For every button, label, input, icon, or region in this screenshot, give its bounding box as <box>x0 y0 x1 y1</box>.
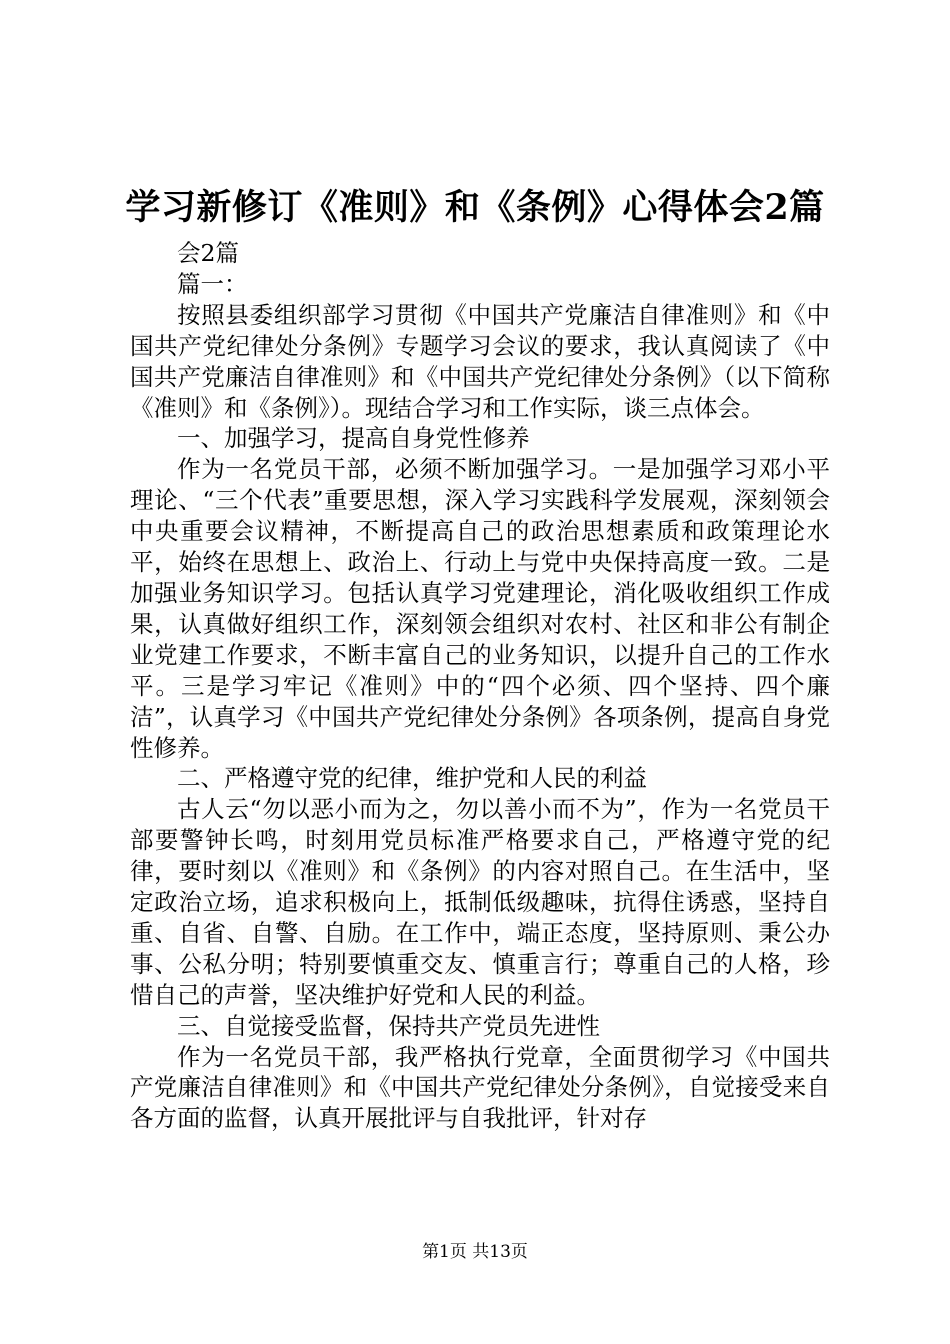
paragraph: 篇一： <box>177 269 248 298</box>
section-heading: 三、自觉接受监督，保持共产党员先进性 <box>177 1011 600 1040</box>
paragraph: 古人云“勿以恶小而为之，勿以善小而不为”，作为一名党员干部要警钟长鸣，时刻用党员标准严格要求自己，严格遵守党的纪律，要时刻以《准则》和《条例》的内容对照自己。在生活中，坚定政治立场，追求积极向上，抵制低级趣味，抗得住诱惑，坚持自重、自省、自警、自励。在工作中，端正态度，坚持原则、秉公办事、公私分明；特别要慎重交友、慎重言行；尊重自己的人格，珍惜自己的声誉，坚决维护好党和人民的利益。 <box>130 795 830 1009</box>
paragraph: 作为一名党员干部，我严格执行党章，全面贯彻学习《中国共产党廉洁自律准则》和《中国共产党纪律处分条例》，自觉接受来自各方面的监督，认真开展批评与自我批评，针对存 <box>130 1042 830 1133</box>
document-title: 学习新修订《准则》和《条例》心得体会2篇 <box>125 187 825 228</box>
paragraph: 会2篇 <box>177 239 239 267</box>
section-heading: 二、严格遵守党的纪律，维护党和人民的利益 <box>177 764 647 793</box>
paragraph: 作为一名党员干部，必须不断加强学习。一是加强学习邓小平理论、“三个代表”重要思想，深入学习实践科学发展观，深刻领会中央重要会议精神，不断提高自己的政治思想素质和政策理论水平，始终在思想上、政治上、行动上与党中央保持高度一致。二是加强业务知识学习。包括认真学习党建理论，消化吸收组织工作成果，认真做好组织工作，深刻领会组织对农村、社区和非公有制企业党建工作要求，不断丰富自己的业务知识，以提升自己的工作水平。三是学习牢记《准则》中的“四个必须、四个坚持、四个廉洁”，认真学习《中国共产党纪律处分条例》各项条例，提高自身党性修养。 <box>130 455 830 762</box>
document-body <box>130 238 830 1134</box>
section-heading: 一、加强学习，提高自身党性修养 <box>177 424 530 453</box>
paragraph: 按照县委组织部学习贯彻《中国共产党廉洁自律准则》和《中国共产党纪律处分条例》专题学习会议的要求，我认真阅读了《中国共产党廉洁自律准则》和《中国共产党纪律处分条例》（以下简称《准则》和《条例》）。现结合学习和工作实际，谈三点体会。 <box>130 300 830 422</box>
page-footer: 第1页 共13页 <box>422 1242 528 1262</box>
